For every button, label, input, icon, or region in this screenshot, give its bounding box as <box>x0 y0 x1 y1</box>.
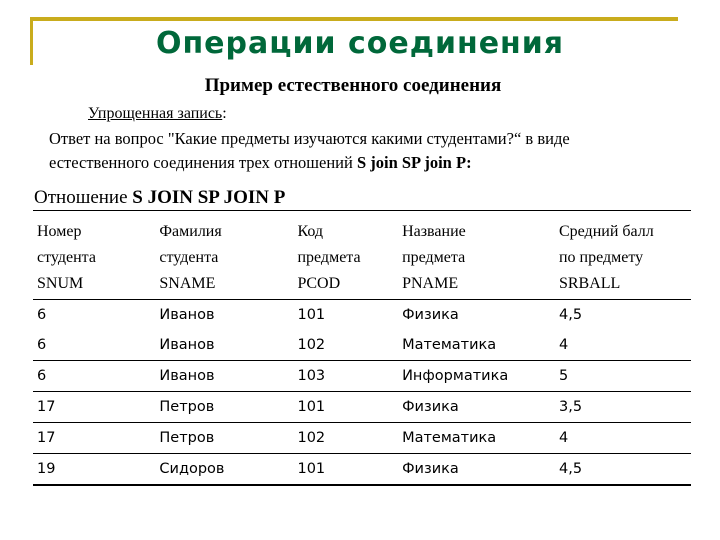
cell-pname: Физика <box>398 392 555 423</box>
header-pname <box>398 211 555 300</box>
cell-pname: Физика <box>398 454 555 486</box>
header-srball <box>555 211 691 300</box>
slide-title: Операции соединения <box>155 26 565 61</box>
cell-sname: Иванов <box>155 361 293 392</box>
cell-pname: Математика <box>398 330 555 361</box>
cell-pname: Физика <box>402 307 459 323</box>
table-row <box>33 361 691 392</box>
table-row <box>33 423 691 454</box>
question-join-expression: S join SP join P: <box>356 153 472 172</box>
cell-sname: Петров <box>155 423 293 454</box>
top-accent-line <box>30 17 678 21</box>
header-line: Код <box>297 223 324 240</box>
cell-pcod: 102 <box>293 423 398 454</box>
relation-name: S JOIN SP JOIN P <box>132 187 286 208</box>
cell-srball: 3,5 <box>555 392 691 423</box>
header-line: SNUM <box>37 275 84 292</box>
table-row <box>33 300 691 331</box>
header-line: PNAME <box>402 275 459 292</box>
cell-pname: Информатика <box>398 361 555 392</box>
header-line: PCOD <box>297 275 341 292</box>
cell-snum: 17 <box>33 392 155 423</box>
cell-srball: 4 <box>555 423 691 454</box>
header-line: SNAME <box>159 275 216 292</box>
header-line: по предмету <box>558 249 644 266</box>
header-line: предмета <box>297 249 361 266</box>
cell-pcod: 102 <box>293 330 398 361</box>
header-line: Номер <box>37 223 82 240</box>
header-line: Средний балл <box>558 223 654 240</box>
cell-sname: Сидоров <box>155 454 293 486</box>
cell-snum: 17 <box>33 423 155 454</box>
simplified-notation <box>88 105 227 123</box>
cell-snum: 6 <box>37 307 47 323</box>
header-line: предмета <box>402 249 466 266</box>
cell-srball: 4,5 <box>558 307 583 323</box>
cell-pname: Математика <box>398 423 555 454</box>
cell-srball: 5 <box>555 361 691 392</box>
simplified-label: Упрощенная запись <box>88 105 223 122</box>
cell-srball: 4 <box>555 330 691 361</box>
cell-snum: 19 <box>33 454 155 486</box>
question-text: Ответ на вопрос "Какие предметы изучаются какими студентами?“ в виде естественного соединения трех отношений <box>49 129 570 172</box>
header-line: Фамилия <box>159 223 222 240</box>
header-line: студента <box>159 249 219 266</box>
header-line: Название <box>402 223 466 240</box>
cell-sname: Иванов <box>159 307 215 323</box>
slide-subtitle: Пример естественного соединения <box>204 75 502 96</box>
simplified-colon: : <box>222 105 227 122</box>
cell-sname: Петров <box>155 392 293 423</box>
cell-pcod: 103 <box>293 361 398 392</box>
header-pcod <box>293 211 398 300</box>
cell-pcod: 101 <box>297 307 326 323</box>
cell-snum: 6 <box>33 361 155 392</box>
table-row <box>33 330 691 361</box>
header-snum <box>33 211 155 300</box>
question-text-block <box>49 127 669 175</box>
table-header-row <box>33 211 691 300</box>
cell-srball: 4,5 <box>555 454 691 486</box>
header-line: студента <box>37 249 96 266</box>
cell-snum: 6 <box>33 330 155 361</box>
relation-prefix: Отношение <box>34 187 133 208</box>
cell-pcod: 101 <box>293 392 398 423</box>
relation-caption <box>34 187 285 209</box>
table-row <box>33 454 691 486</box>
join-result-table <box>33 210 691 486</box>
cell-sname: Иванов <box>155 330 293 361</box>
header-line: SRBALL <box>558 275 621 292</box>
table-row <box>33 392 691 423</box>
cell-pcod: 101 <box>293 454 398 486</box>
header-sname <box>155 211 293 300</box>
